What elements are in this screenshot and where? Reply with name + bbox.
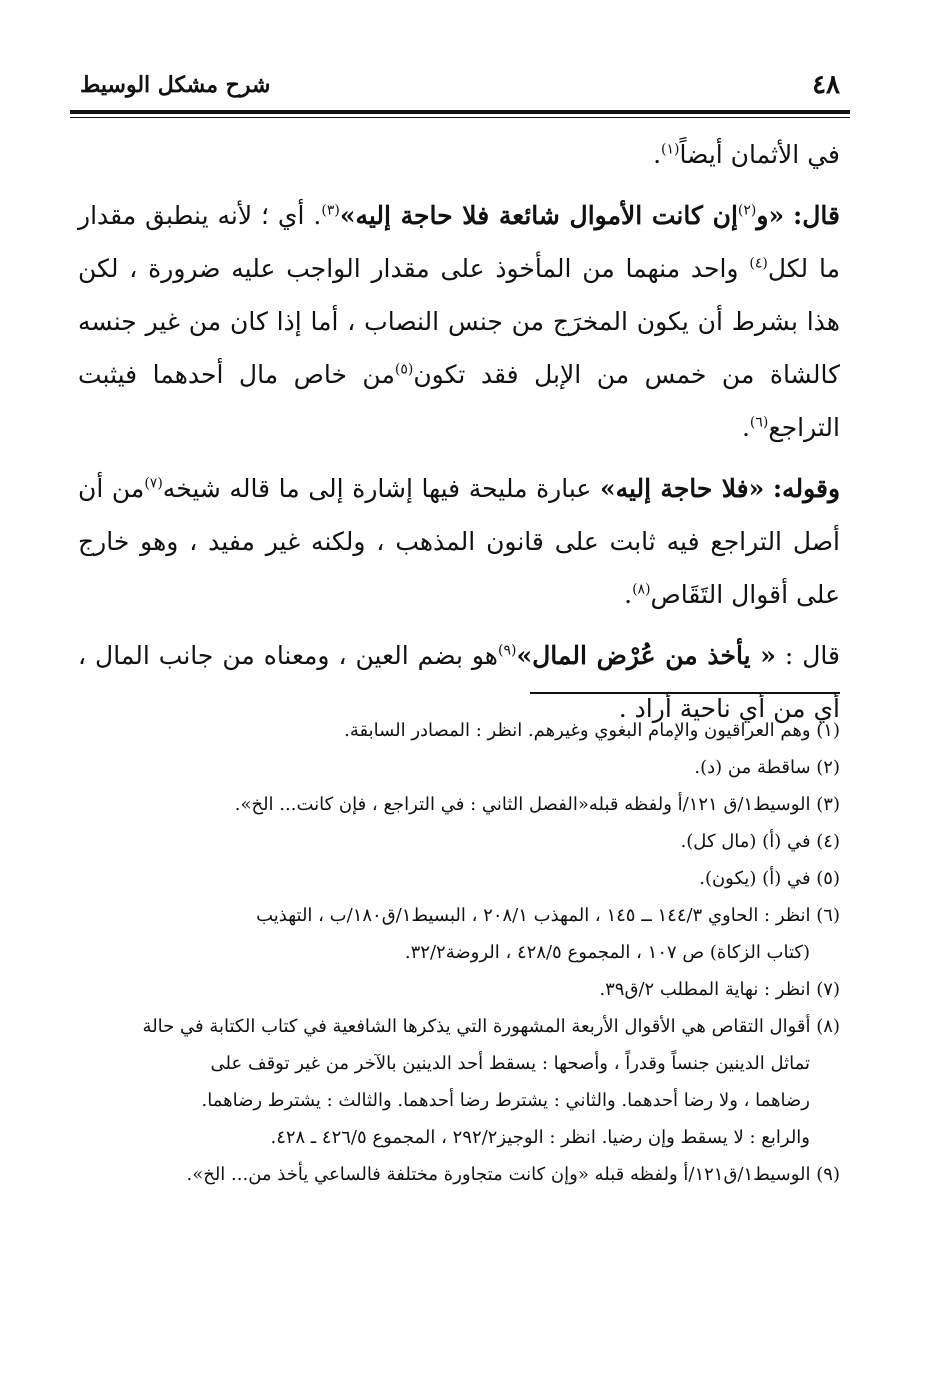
footnote-line: تماثل الدينين جنساً وقدراً ، وأصحها : يسقط أحد الدينين بالآخر من غير توقف على bbox=[210, 1053, 810, 1074]
footnote-line: (٧) انظر : نهاية المطلب ٢/ق٣٩. bbox=[599, 979, 840, 1000]
paragraph-2-text-b: واحد منهما من المأخوذ على مقدار الواجب عليه ضرورة ، لكن هذا بشرط أن يكون المخرَج من جنس النصاب ، أما إذا كان من غير جنسه كالشاة من خمس من الإبل فقد تكون bbox=[78, 254, 840, 389]
footnote-line: (٦) انظر : الحاوي ١٤٤/٣ ــ ١٤٥ ، المهذب ٢٠٨/١ ، البسيط١/ق١٨٠/ب ، التهذيب bbox=[256, 905, 840, 926]
footnote-separator bbox=[530, 692, 840, 694]
footnote-ref-1: (١) bbox=[661, 141, 680, 158]
page-number: ٤٨ bbox=[812, 70, 840, 100]
paragraph-2-quote-open: «و bbox=[756, 201, 785, 230]
footnote-ref-2: (٢) bbox=[737, 202, 757, 219]
paragraph-4-label: قال : bbox=[784, 641, 840, 670]
paragraph-2-text-c: من خاص مال أحدهما فيثبت التراجع bbox=[78, 360, 840, 442]
footnote-ref-7: (٧) bbox=[144, 475, 163, 492]
footnote-ref-4: (٤) bbox=[749, 255, 768, 272]
header-rule-thin bbox=[70, 117, 850, 118]
main-text bbox=[78, 128, 840, 743]
paragraph-3-text-b: من أن أصل التراجع فيه ثابت على قانون المذهب ، ولكنه غير مفيد ، وهو خارج على أقوال التَقَاص bbox=[78, 474, 840, 609]
paragraph-3-end: . bbox=[624, 580, 633, 609]
paragraph-1 bbox=[78, 128, 840, 181]
paragraph-3-label: وقوله: bbox=[772, 474, 841, 503]
footnotes bbox=[78, 712, 840, 1193]
paragraph-4-quote: « يأخذ من عُرْض المال» bbox=[516, 641, 776, 670]
paragraph-1-text: في الأثمان أيضاً bbox=[679, 140, 840, 169]
footnote-ref-9: (٩) bbox=[498, 642, 517, 659]
footnote-ref-5: (٥) bbox=[394, 361, 414, 378]
footnote-line: (٥) في (أ) (يكون). bbox=[699, 868, 840, 889]
paragraph-3-quote: «فلا حاجة إليه» bbox=[599, 474, 765, 503]
paragraph-2 bbox=[78, 189, 840, 454]
paragraph-4-text: هو بضم العين ، ومعناه من جانب المال ، أي من أي ناحية أراد . bbox=[78, 641, 840, 723]
page-header bbox=[70, 64, 850, 106]
paragraph-2-end: . bbox=[741, 413, 750, 442]
paragraph-2-quote: إن كانت الأموال شائعة فلا حاجة إليه» bbox=[339, 201, 738, 230]
footnote-line: رضاهما ، ولا رضا أحدهما. والثاني : يشترط رضا أحدهما. والثالث : يشترط رضاهما. bbox=[201, 1090, 810, 1111]
footnote-line: (٢) ساقطة من (د). bbox=[694, 757, 840, 778]
footnote-line: والرابع : لا يسقط وإن رضيا. انظر : الوجيز٢٩٢/٢ ، المجموع ٤٢٦/٥ ـ ٤٢٨. bbox=[270, 1127, 810, 1148]
footnote-line: (كتاب الزكاة) ص ١٠٧ ، المجموع ٤٢٨/٥ ، الروضة٣٢/٢. bbox=[404, 942, 810, 963]
footnote-line: (٣) الوسيط١/ق ١٢١/أ ولفظه قبله«الفصل الثاني : في التراجع ، فإن كانت... الخ». bbox=[234, 794, 840, 815]
running-title: شرح مشكل الوسيط bbox=[80, 72, 271, 98]
header-rule-thick bbox=[70, 110, 850, 114]
footnote-line: (٨) أقوال التقاص هي الأقوال الأربعة المشهورة التي يذكرها الشافعية في كتاب الكتابة في حالة bbox=[142, 1016, 840, 1037]
paragraph-2-label: قال: bbox=[793, 201, 840, 230]
paragraph-3-text-a: عبارة مليحة فيها إشارة إلى ما قاله شيخه bbox=[162, 474, 600, 503]
paragraph-1-end: . bbox=[653, 140, 662, 169]
footnote-line: (١) وهم العراقيون والإمام البغوي وغيرهم. انظر : المصادر السابقة. bbox=[344, 720, 840, 741]
footnote-line: (٤) في (أ) (مال كل). bbox=[680, 831, 840, 852]
footnote-line: (٩) الوسيط١/ق١٢١/أ ولفظه قبله «وإن كانت متجاورة مختلفة فالساعي يأخذ من... الخ». bbox=[186, 1164, 840, 1185]
footnote-ref-6: (٦) bbox=[749, 414, 769, 431]
footnote-ref-8: (٨) bbox=[632, 581, 651, 598]
paragraph-3 bbox=[78, 462, 840, 621]
paragraph-2-text-a: . أي ؛ لأنه ينطبق مقدار ما لكل bbox=[78, 201, 841, 283]
footnote-ref-3: (٣) bbox=[321, 202, 340, 219]
